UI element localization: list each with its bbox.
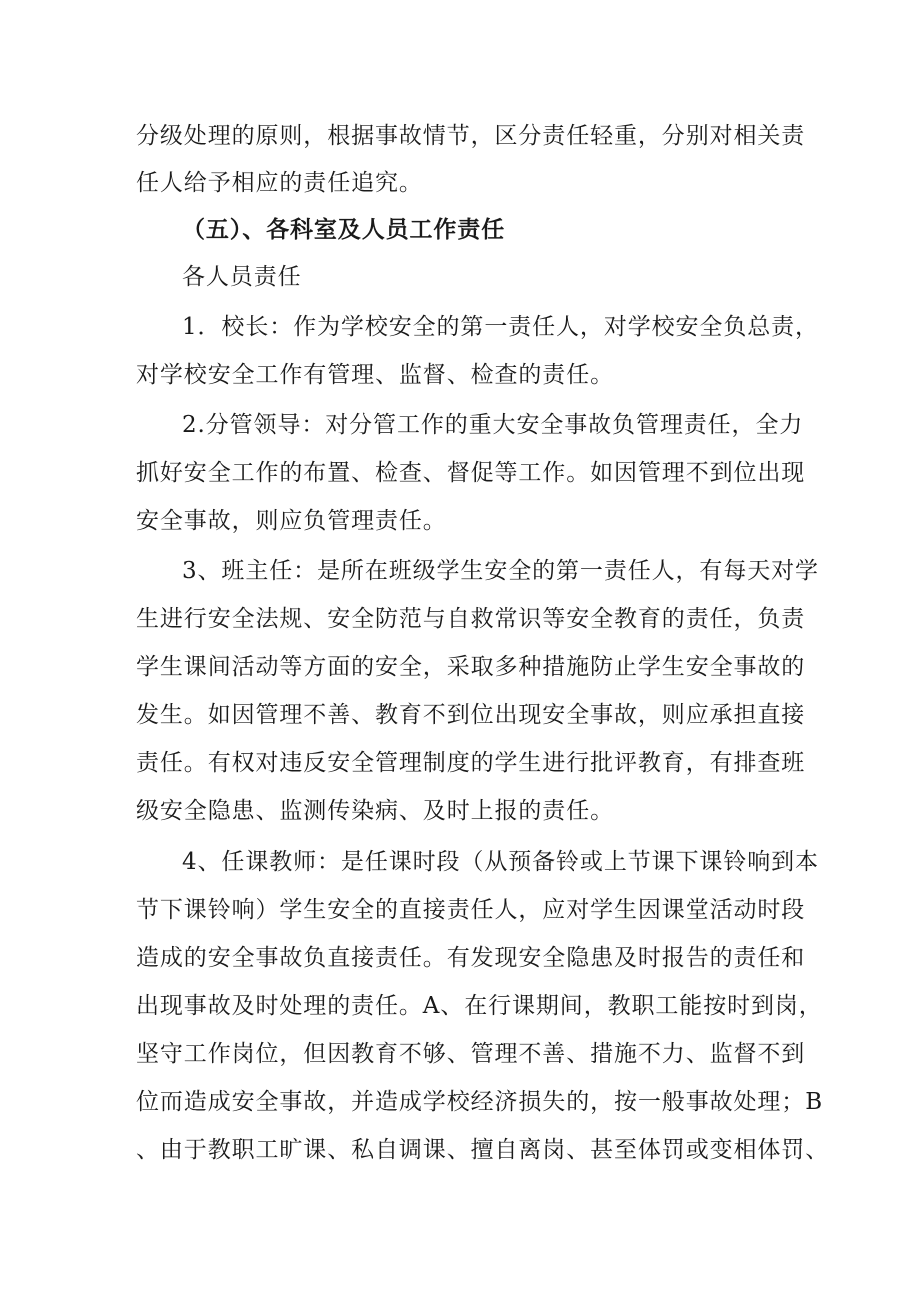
paragraph-line: 安全事故，则应负管理责任。 (136, 508, 447, 534)
paragraph-line: 4、任课教师：是任课时段（从预备铃或上节课下课铃响到本 (182, 849, 819, 875)
paragraph-line: 节下课铃响）学生安全的直接责任人，应对学生因课堂活动时段 (136, 897, 806, 923)
paragraph-line: 1．校长：作为学校安全的第一责任人，对学校安全负总责， (182, 314, 819, 340)
paragraph-line: 学生课间活动等方面的安全，采取多种措施防止学生安全事故的 (136, 654, 806, 680)
paragraph-line: 对学校安全工作有管理、监督、检查的责任。 (136, 362, 614, 388)
paragraph-line: 级安全隐患、监测传染病、及时上报的责任。 (136, 798, 614, 824)
paragraph-line: 3、班主任：是所在班级学生安全的第一责任人，有每天对学 (182, 558, 819, 584)
paragraph-line: 抓好安全工作的布置、检查、督促等工作。如因管理不到位出现 (136, 460, 806, 486)
paragraph-line: 2.分管领导：对分管工作的重大安全事故负管理责任，全力 (182, 412, 804, 438)
section-heading: （五）、各科室及人员工作责任 (182, 217, 506, 243)
paragraph-line: 坚守工作岗位，但因教育不够、管理不善、措施不力、监督不到 (136, 1041, 806, 1067)
paragraph-line: 责任。有权对违反安全管理制度的学生进行批评教育，有排查班 (136, 750, 806, 776)
paragraph-line: 分级处理的原则，根据事故情节，区分责任轻重，分别对相关责 (136, 123, 806, 149)
paragraph-line: 生进行安全法规、安全防范与自救常识等安全教育的责任，负责 (136, 606, 806, 632)
paragraph-line: 任人给予相应的责任追究。 (136, 170, 423, 196)
paragraph-line: 出现事故及时处理的责任。A、在行课期间，教职工能按时到岗， (136, 993, 823, 1019)
paragraph-line: 、由于教职工旷课、私自调课、擅自离岗、甚至体罚或变相体罚、 (136, 1137, 830, 1163)
paragraph-line: 造成的安全事故负直接责任。有发现安全隐患及时报告的责任和 (136, 945, 806, 971)
paragraph-line: 位而造成安全事故，并造成学校经济损失的，按一般事故处理；B (136, 1089, 824, 1115)
paragraph-line: 发生。如因管理不善、教育不到位出现安全事故，则应承担直接 (136, 702, 806, 728)
subsection-label: 各人员责任 (182, 264, 302, 290)
